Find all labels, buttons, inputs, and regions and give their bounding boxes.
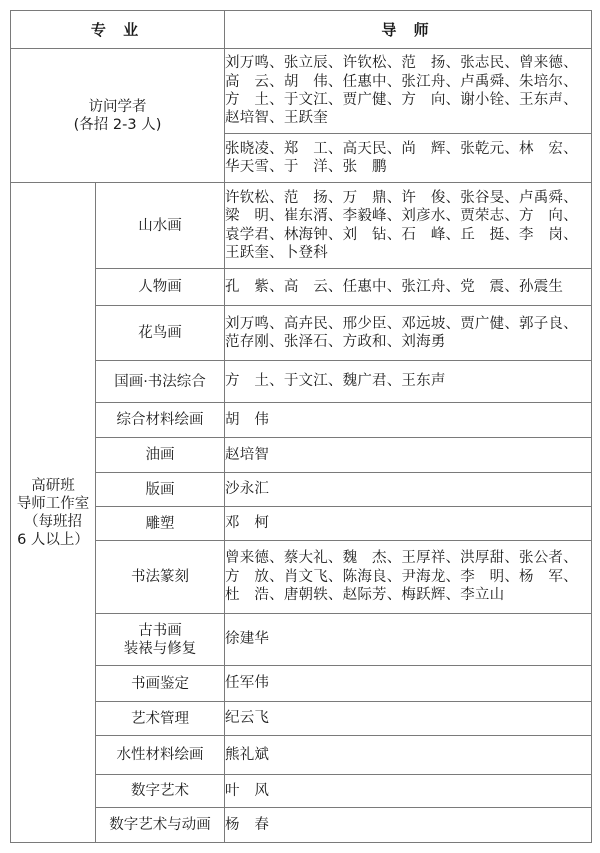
major-name bbox=[96, 808, 225, 843]
mentor-line: 方 土、于文江、魏广君、王东声 bbox=[225, 373, 446, 390]
mentor-line: 梁 明、崔东湑、李毅峰、刘彦水、贾荣志、方 向、 bbox=[225, 208, 578, 225]
major-label-line: 艺术管理 bbox=[131, 710, 189, 727]
studio-category-label bbox=[11, 183, 96, 843]
mentor-list bbox=[225, 666, 592, 702]
studio-row bbox=[11, 361, 592, 403]
visiting-scholar-label bbox=[11, 49, 225, 183]
mentor-line: 方 土、于文江、贾广健、方 向、谢小铨、王东声、 bbox=[225, 92, 578, 108]
mentor-line: 沙永汇 bbox=[225, 481, 270, 498]
major-label-line: 水性材料绘画 bbox=[116, 747, 204, 763]
studio-row bbox=[11, 541, 592, 614]
mentor-line: 袁学君、林海钟、刘 钻、石 峰、丘 挺、李 岗、 bbox=[225, 226, 578, 243]
major-name bbox=[96, 736, 225, 775]
studio-row bbox=[11, 614, 592, 666]
major-label-line: 国画·书法综合 bbox=[114, 373, 206, 390]
mentor-line: 赵培智、王跃奎 bbox=[225, 110, 328, 127]
mentor-line: 范存刚、张泽石、方政和、刘海勇 bbox=[225, 334, 446, 350]
major-name bbox=[96, 775, 225, 808]
mentor-list bbox=[225, 775, 592, 808]
mentor-list bbox=[225, 614, 592, 666]
visiting-label-line2: (各招 2-3 人) bbox=[73, 116, 162, 133]
header-row bbox=[11, 11, 592, 49]
major-name bbox=[96, 614, 225, 666]
major-label-line: 油画 bbox=[145, 447, 175, 463]
major-name bbox=[96, 306, 225, 361]
header-mentor: 导 师 bbox=[225, 11, 592, 49]
mentor-line: 方 放、肖文飞、陈海良、尹海龙、李 明、杨 军、 bbox=[225, 568, 578, 585]
major-name bbox=[96, 438, 225, 473]
mentor-line: 刘万鸣、高卉民、邢少臣、邓远坡、贾广健、郭子良、 bbox=[225, 315, 578, 332]
major-label-line: 人物画 bbox=[138, 279, 182, 295]
studio-row bbox=[11, 507, 592, 541]
major-name bbox=[96, 666, 225, 702]
major-label-line: 版画 bbox=[145, 481, 175, 498]
mentor-line: 徐建华 bbox=[225, 631, 270, 648]
mentor-line: 刘万鸣、张立辰、许钦松、范 扬、张志民、曾来德、 bbox=[225, 55, 578, 72]
major-name bbox=[96, 183, 225, 269]
studio-row bbox=[11, 808, 592, 843]
mentor-line: 华天雪、于 洋、张 鹏 bbox=[225, 159, 387, 175]
mentor-list bbox=[225, 269, 592, 306]
studio-row bbox=[11, 438, 592, 473]
mentor-line: 任军伟 bbox=[225, 675, 270, 692]
mentor-line: 杨 春 bbox=[225, 816, 270, 833]
visiting-row-1 bbox=[11, 49, 592, 134]
major-name bbox=[96, 403, 225, 438]
major-name bbox=[96, 269, 225, 306]
major-label-line: 综合材料绘画 bbox=[116, 412, 204, 428]
mentor-list bbox=[225, 306, 592, 361]
visiting-mentors-group1 bbox=[225, 49, 592, 134]
mentor-line: 胡 伟 bbox=[225, 411, 270, 428]
mentor-line: 许钦松、范 扬、万 鼎、许 俊、张谷旻、卢禹舜、 bbox=[225, 189, 578, 206]
studio-row bbox=[11, 183, 592, 269]
major-name bbox=[96, 541, 225, 614]
studio-row bbox=[11, 775, 592, 808]
mentor-table bbox=[10, 10, 592, 843]
mentor-line: 孔 紫、高 云、任惠中、张江舟、党 震、孙震生 bbox=[225, 278, 564, 295]
mentor-line: 张晓凌、郑 工、高天民、尚 辉、张乾元、林 宏、 bbox=[225, 140, 578, 157]
major-name bbox=[96, 507, 225, 541]
mentor-list bbox=[225, 541, 592, 614]
mentor-line: 杜 浩、唐朝轶、赵际芳、梅跃辉、李立山 bbox=[225, 587, 505, 604]
mentor-list bbox=[225, 361, 592, 403]
major-label-line: 古书画 bbox=[138, 622, 182, 639]
header-major: 专 业 bbox=[11, 11, 225, 49]
major-label-line: 花鸟画 bbox=[138, 325, 182, 341]
studio-row bbox=[11, 702, 592, 736]
major-label-line: 装裱与修复 bbox=[123, 640, 197, 657]
major-name bbox=[96, 702, 225, 736]
mentor-line: 纪云飞 bbox=[225, 710, 270, 727]
major-name bbox=[96, 473, 225, 507]
visiting-mentors-group2 bbox=[225, 134, 592, 183]
mentor-list bbox=[225, 438, 592, 473]
mentor-list bbox=[225, 702, 592, 736]
mentor-list bbox=[225, 403, 592, 438]
mentor-line: 赵培智 bbox=[225, 446, 270, 463]
major-label-line: 山水画 bbox=[138, 217, 182, 234]
major-label-line: 数字艺术与动画 bbox=[109, 817, 211, 833]
studio-row bbox=[11, 666, 592, 702]
major-label-line: 书法篆刻 bbox=[131, 569, 189, 585]
mentor-line: 邓 柯 bbox=[225, 515, 270, 532]
studio-row bbox=[11, 306, 592, 361]
mentor-list bbox=[225, 736, 592, 775]
major-name bbox=[96, 361, 225, 403]
major-label-line: 数字艺术 bbox=[131, 783, 189, 799]
mentor-line: 熊礼斌 bbox=[225, 746, 270, 763]
studio-label-label-line3: （每班招 bbox=[24, 513, 82, 530]
studio-row bbox=[11, 403, 592, 438]
mentor-list bbox=[225, 507, 592, 541]
major-label-line: 书画鉴定 bbox=[131, 675, 189, 692]
studio-row bbox=[11, 269, 592, 306]
mentor-line: 高 云、胡 伟、任惠中、张江舟、卢禹舜、朱培尔、 bbox=[225, 73, 578, 90]
studio-label-label-line1: 高研班 bbox=[31, 477, 75, 494]
mentor-line: 王跃奎、卜登科 bbox=[225, 244, 328, 261]
visiting-label-line1: 访问学者 bbox=[88, 98, 147, 115]
mentor-line: 叶 风 bbox=[225, 782, 270, 799]
major-label-line: 雕塑 bbox=[145, 515, 175, 532]
studio-label-label-line2: 导师工作室 bbox=[16, 495, 90, 512]
mentor-list bbox=[225, 473, 592, 507]
studio-row bbox=[11, 473, 592, 507]
mentor-list bbox=[225, 808, 592, 843]
studio-label-label-line4: 6 人以上） bbox=[17, 531, 89, 548]
studio-row bbox=[11, 736, 592, 775]
mentor-line: 曾来德、蔡大礼、魏 杰、王厚祥、洪厚甜、张公者、 bbox=[225, 550, 578, 567]
mentor-list bbox=[225, 183, 592, 269]
